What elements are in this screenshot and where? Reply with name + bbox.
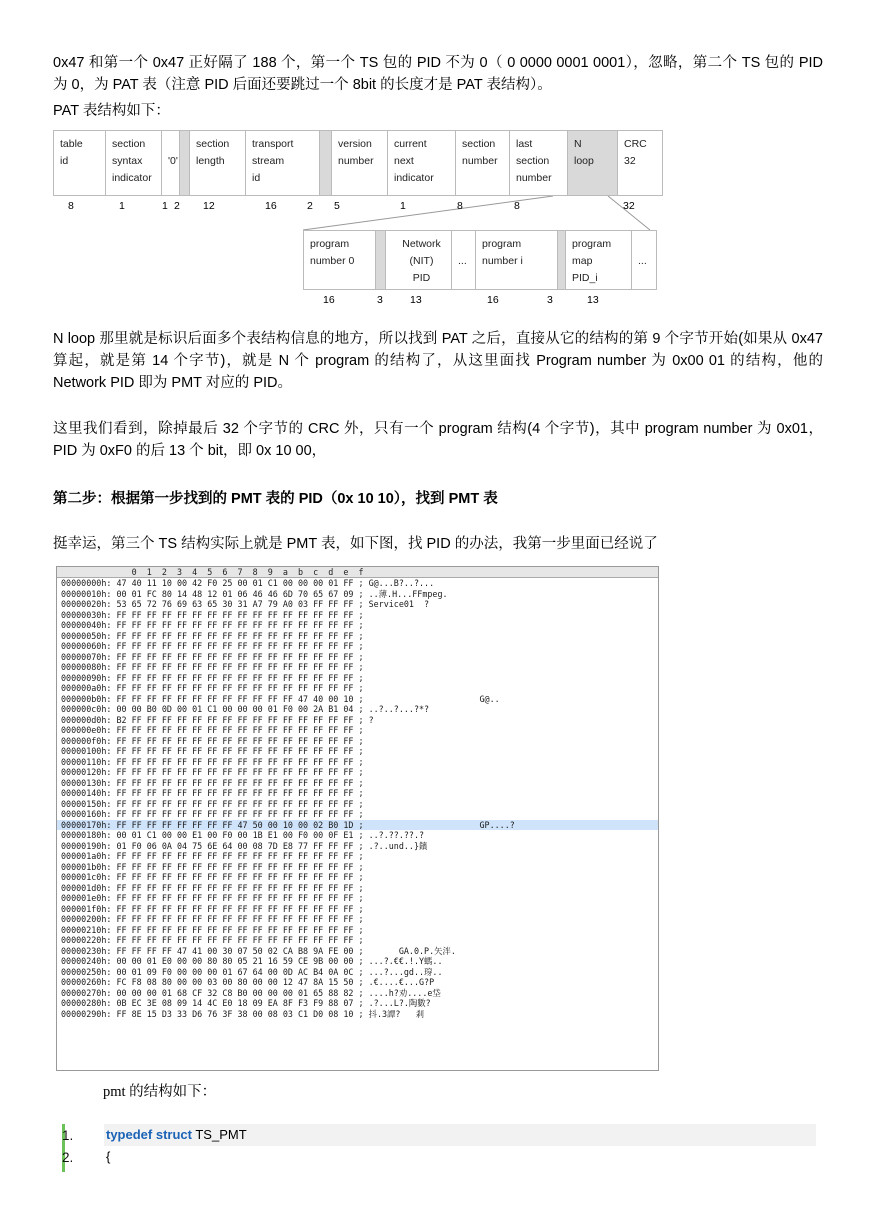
hex-row: 000001d0h: FF FF FF FF FF FF FF FF FF FF FF FF FF FF FF FF ; (61, 882, 364, 893)
hex-row: 00000130h: FF FF FF FF FF FF FF FF FF FF FF FF FF FF FF FF ; (61, 777, 364, 788)
pat-field-text: next (394, 155, 414, 167)
hex-column-header: 0 1 2 3 4 5 6 7 8 9 a b c d e f (57, 567, 658, 578)
pat-field (105, 130, 161, 196)
paragraph-pmt-structure: pmt 的结构如下： (103, 1084, 217, 1100)
pat-bit-width: 1 (162, 200, 168, 212)
pat-field-text: indicator (394, 172, 434, 184)
pat-bit-width: 1 (119, 200, 125, 212)
hex-row: 00000040h: FF FF FF FF FF FF FF FF FF FF FF FF FF FF FF FF ; (61, 620, 364, 630)
hex-row: 00000210h: FF FF FF FF FF FF FF FF FF FF FF FF FF FF FF FF ; (61, 924, 364, 935)
pat-field (617, 130, 663, 196)
hex-row: 000000e0h: FF FF FF FF FF FF FF FF FF FF FF FF FF FF FF FF ; (61, 725, 364, 735)
program-loop-text: ... (458, 255, 467, 267)
pat-field-text (168, 170, 179, 187)
program-loop-text (458, 270, 475, 287)
paragraph-pmt-intro: 挺幸运，第三个 TS 结构实际上就是 PMT 表，如下图，找 PID 的办法，我第一步里面已经说了 (53, 536, 658, 552)
hex-row: 00000120h: FF FF FF FF FF FF FF FF FF FF FF FF FF FF FF FF ; (61, 767, 364, 777)
program-loop-text: program (572, 238, 612, 250)
code-listing (62, 1124, 816, 1168)
code-rest: { (106, 1149, 111, 1164)
program-loop-bit-width: 3 (377, 294, 383, 306)
pat-field-text: id (60, 155, 69, 167)
pat-field-text: number (516, 172, 552, 184)
pat-field-text: stream (252, 155, 285, 167)
code-line (62, 1124, 816, 1146)
program-loop-bit-width: 13 (410, 294, 422, 306)
pat-field-text: section (516, 155, 550, 167)
pat-field-text: length (196, 155, 225, 167)
program-loop-text (310, 270, 375, 287)
hex-row: 000001b0h: FF FF FF FF FF FF FF FF FF FF FF FF FF FF FF FF ; (61, 861, 364, 872)
hex-row: 00000010h: 00 01 FC 80 14 48 12 01 06 46 46 6D 70 65 67 09 ; ..薄.H...FFmpeg. (61, 588, 448, 599)
hex-row: 00000080h: FF FF FF FF FF FF FF FF FF FF FF FF FF FF FF FF ; (61, 662, 364, 672)
pat-field-text (624, 170, 662, 187)
program-loop-bit-width: 16 (323, 294, 335, 306)
pat-bit-width: 8 (457, 200, 463, 212)
program-loop-field (631, 230, 657, 290)
pat-field-text: section (112, 138, 146, 150)
pat-field (161, 130, 179, 196)
hex-row: 00000100h: FF FF FF FF FF FF FF FF FF FF FF FF FF FF FF FF ; (61, 746, 364, 756)
pat-field-row (53, 130, 663, 196)
program-loop-text: ... (638, 255, 647, 267)
pat-bit-width: 5 (334, 200, 340, 212)
heading-step-two: 第二步：根据第一步找到的 PMT 表的 PID（0x 10 10），找到 PMT 表 (53, 491, 498, 507)
program-loop-text (482, 270, 557, 287)
pat-field-text: number (338, 155, 374, 167)
pat-field (567, 130, 617, 196)
pat-bit-width: 1 (400, 200, 406, 212)
program-loop-field (557, 230, 565, 290)
paragraph-intro: 0x47 和第一个 0x47 正好隔了 188 个，第一个 TS 包的 PID 不为 0（ 0 0000 0001 0001），忽略，第二个 TS 包的 PID 为 0，为 PAT 表（注意 PID 后面还要跳过一个 8bit 的长度才是 PAT 表结构）。 (53, 55, 823, 93)
hex-rows (57, 578, 658, 1019)
program-loop-text: number 0 (310, 255, 355, 267)
hex-row: 00000030h: FF FF FF FF FF FF FF FF FF FF FF FF FF FF FF FF ; (61, 609, 364, 620)
hex-row: 000000d0h: B2 FF FF FF FF FF FF FF FF FF FF FF FF FF FF FF ; ? (61, 714, 374, 725)
pat-bit-width: 8 (68, 200, 74, 212)
hex-row: 000000a0h: FF FF FF FF FF FF FF FF FF FF FF FF FF FF FF FF ; (61, 683, 364, 693)
pat-field-text: version (338, 138, 372, 150)
pat-field-text (574, 170, 617, 187)
pat-field (53, 130, 105, 196)
hex-row: 00000290h: FF 8E 15 D3 33 D6 76 3F 38 00 08 03 C1 D0 08 10 ; 抖.3譚? 剎 (61, 1008, 424, 1019)
program-loop-field (385, 230, 451, 290)
program-loop-field (375, 230, 385, 290)
program-loop-field (303, 230, 375, 290)
program-loop-bit-width: 16 (487, 294, 499, 306)
program-loop-field (475, 230, 557, 290)
hex-row: 000000b0h: FF FF FF FF FF FF FF FF FF FF FF FF 47 40 00 10 ; G@.. (61, 693, 500, 704)
pat-field (319, 130, 331, 196)
pat-field-text: transport (252, 138, 294, 150)
hex-row: 000000f0h: FF FF FF FF FF FF FF FF FF FF FF FF FF FF FF FF ; (61, 735, 364, 746)
pat-field-text: section (196, 138, 230, 150)
code-keyword: typedef struct (106, 1127, 192, 1142)
hex-row: 00000110h: FF FF FF FF FF FF FF FF FF FF FF FF FF FF FF FF ; (61, 756, 364, 767)
pat-field (245, 130, 319, 196)
program-loop-bit-width: 13 (587, 294, 599, 306)
hex-row: 000001a0h: FF FF FF FF FF FF FF FF FF FF FF FF FF FF FF FF ; (61, 851, 364, 861)
pat-field-text: indicator (112, 172, 152, 184)
pat-field-text (168, 136, 179, 153)
program-loop-bit-width: 3 (547, 294, 553, 306)
hex-row: 00000000h: 47 40 11 10 00 42 F0 25 00 01 C1 00 00 00 01 FF ; G@...B?..?... (61, 578, 435, 588)
line-number: 2. (62, 1149, 74, 1165)
pat-field-text: syntax (112, 155, 143, 167)
hex-row: 00000170h: FF FF FF FF FF FF FF FF 47 50 00 10 00 02 B0 1D ; GP....? (57, 820, 658, 831)
program-loop-field (451, 230, 475, 290)
pat-bit-width: 2 (307, 200, 313, 212)
pat-field-text: table (60, 138, 83, 150)
code-text (104, 1124, 816, 1146)
pat-field-text: CRC (624, 138, 647, 150)
pat-field (179, 130, 189, 196)
program-loop-text: program (310, 238, 350, 250)
program-loop-field (565, 230, 631, 290)
hex-row: 00000150h: FF FF FF FF FF FF FF FF FF FF FF FF FF FF FF FF ; (61, 798, 364, 809)
pat-field-text: number (462, 155, 498, 167)
hex-row: 00000160h: FF FF FF FF FF FF FF FF FF FF FF FF FF FF FF FF ; (61, 809, 364, 819)
pat-field (455, 130, 509, 196)
pat-field-text (338, 170, 387, 187)
hex-editor-screenshot (56, 566, 659, 1071)
hex-row: 00000230h: FF FF FF FF 47 41 00 30 07 50 02 CA B8 9A FE 00 ; GA.0.P.矢泮. (61, 945, 456, 956)
pat-bit-width: 2 (174, 200, 180, 212)
pat-bit-width: 16 (265, 200, 277, 212)
pat-field-text (196, 170, 245, 187)
pat-bit-width: 12 (203, 200, 215, 212)
paragraph-pat-label: PAT 表结构如下： (53, 103, 170, 119)
hex-row: 00000070h: FF FF FF FF FF FF FF FF FF FF FF FF FF FF FF FF ; (61, 651, 364, 662)
pat-field (189, 130, 245, 196)
hex-row: 00000200h: FF FF FF FF FF FF FF FF FF FF FF FF FF FF FF FF ; (61, 914, 364, 924)
program-loop-text (638, 270, 656, 287)
pat-field-text (462, 170, 509, 187)
hex-row: 00000180h: 00 01 C1 00 00 E1 00 F0 00 1B E1 00 F0 00 0F E1 ; ..?.??.??.? (61, 830, 425, 840)
program-loop-text: number i (482, 255, 523, 267)
hex-row: 000000c0h: 00 00 B0 0D 00 01 C1 00 00 00 01 F0 00 2A B1 04 ; ..?..?...?*? (61, 704, 430, 714)
hex-row: 00000220h: FF FF FF FF FF FF FF FF FF FF FF FF FF FF FF FF ; (61, 935, 364, 945)
program-loop-text: map (572, 255, 593, 267)
hex-row: 000001c0h: FF FF FF FF FF FF FF FF FF FF FF FF FF FF FF FF ; (61, 872, 364, 882)
hex-row: 00000280h: 0B EC 3E 08 09 14 4C E0 18 09 EA 8F F3 F9 88 07 ; .?...L?.陶數? (61, 998, 431, 1008)
pat-field-text: '0' (168, 155, 178, 167)
hex-row: 00000240h: 00 00 01 E0 00 00 80 80 05 21 16 59 CE 9B 00 00 ; ...?.€€.!.Y螞.. (61, 956, 443, 966)
program-loop-text: PID (412, 272, 431, 284)
paragraph-crc: 这里我们看到，除掉最后 32 个字节的 CRC 外，只有一个 program 结构(4 个字节)，其中 program number 为 0x01，PID 为 0xF0 的后 13 个 bit，即 0x 10 00， (53, 421, 823, 459)
hex-row: 00000020h: 53 65 72 76 69 63 65 30 31 A7 79 A0 03 FF FF FF ; Service01 ? (61, 599, 430, 609)
hex-row: 00000140h: FF FF FF FF FF FF FF FF FF FF FF FF FF FF FF FF ; (61, 788, 364, 798)
pat-structure-diagram (53, 128, 663, 314)
program-loop-text (638, 236, 656, 253)
line-number: 1. (62, 1127, 74, 1143)
program-loop-text: Network (402, 238, 441, 250)
program-loop-row (303, 230, 657, 290)
pat-field (387, 130, 455, 196)
pat-field (509, 130, 567, 196)
pat-field-text (60, 170, 105, 187)
hex-row: 00000260h: FC F8 08 80 00 00 03 00 80 00 00 12 47 8A 15 50 ; .€....€...G?P (61, 977, 435, 987)
program-loop-text: PID_i (572, 272, 598, 284)
paragraph-n-loop: N loop 那里就是标识后面多个表结构信息的地方，所以找到 PAT 之后，直接从它的结构的第 9 个字节开始(如果从 0x47 算起，就是第 14 个字节)，就是 N 个 program 的结构了，从这里面找 Program number 为 0x00 01 的结构，他的 Network PID 即为 PMT 对应的 PID。 (53, 331, 823, 391)
pat-field-text: current (394, 138, 427, 150)
pat-field-text: id (252, 172, 261, 184)
hex-row: 00000270h: 00 00 00 01 68 CF 32 C8 B0 00 00 00 01 65 88 82 ; ....h?劝....e垈 (61, 987, 441, 998)
hex-row: 00000250h: 00 01 09 F0 00 00 00 01 67 64 00 0D AC B4 0A 0C ; ...?...gd..瑏.. (61, 966, 443, 977)
hex-row: 00000060h: FF FF FF FF FF FF FF FF FF FF FF FF FF FF FF FF ; (61, 641, 364, 651)
program-loop-text: program (482, 238, 522, 250)
pat-field-text: 32 (624, 155, 636, 167)
pat-field (331, 130, 387, 196)
hex-row: 00000190h: 01 F0 06 0A 04 75 6E 64 00 08 7D E8 77 FF FF FF ; .?..und..}鑌 (61, 840, 428, 851)
hex-row: 00000090h: FF FF FF FF FF FF FF FF FF FF FF FF FF FF FF FF ; (61, 672, 364, 683)
program-loop-text: (NIT) (409, 255, 434, 267)
hex-row: 000001e0h: FF FF FF FF FF FF FF FF FF FF FF FF FF FF FF FF ; (61, 893, 364, 903)
pat-field-text: last (516, 138, 533, 150)
pat-field-text: loop (574, 155, 594, 167)
pat-field-text: N (574, 138, 582, 150)
hex-row: 000001f0h: FF FF FF FF FF FF FF FF FF FF FF FF FF FF FF FF ; (61, 903, 364, 914)
pat-bit-width: 32 (623, 200, 635, 212)
pat-field-text: section (462, 138, 496, 150)
hex-row: 00000050h: FF FF FF FF FF FF FF FF FF FF FF FF FF FF FF FF ; (61, 630, 364, 641)
code-line (62, 1146, 816, 1168)
program-loop-text (458, 236, 475, 253)
pat-bit-width: 8 (514, 200, 520, 212)
code-text (104, 1146, 816, 1168)
code-rest: TS_PMT (191, 1127, 247, 1142)
